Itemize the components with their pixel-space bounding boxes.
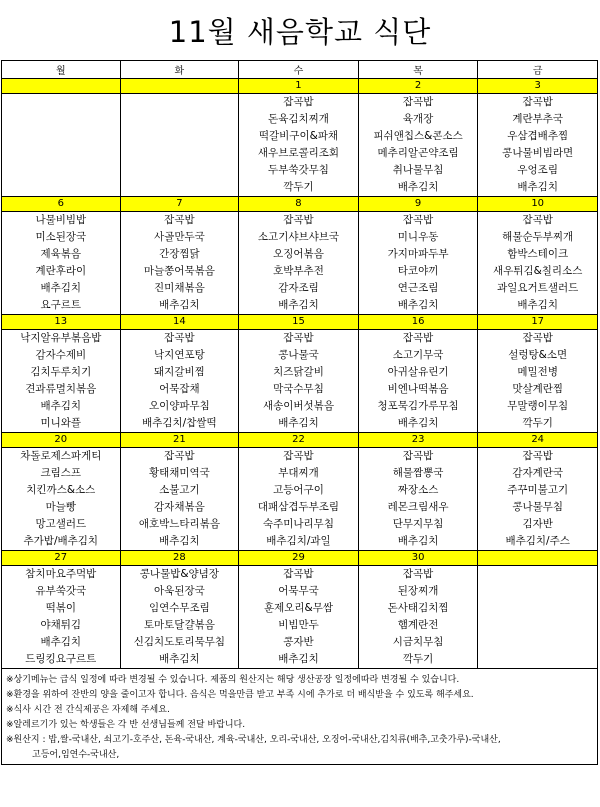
page-title: 11월 새음학교 식단 bbox=[168, 14, 432, 49]
menu-item: 잡곡밥 bbox=[283, 568, 314, 580]
date-cell: 29 bbox=[239, 551, 359, 566]
note-line: ※환경을 위하여 잔반의 양을 줄이고자 합니다. 음식은 먹을만큼 받고 부족 시에 추가로 더 배식받을 수 있도록 해주세요. bbox=[6, 690, 474, 700]
menu-cell bbox=[2, 94, 121, 197]
menu-cell bbox=[120, 94, 239, 197]
note-line: ※상기메뉴는 급식 일정에 따라 변경될 수 있습니다. 제품의 원산지는 해당 생산공장 일정에따라 변경될 수 있습니다. bbox=[6, 675, 460, 685]
menu-item: 배추김치/주스 bbox=[505, 535, 570, 547]
menu-row bbox=[2, 212, 598, 315]
menu-item: 진미채볶음 bbox=[154, 282, 205, 294]
menu-item: 배추김치 bbox=[278, 417, 319, 429]
menu-cell bbox=[478, 94, 598, 197]
menu-item: 깍두기 bbox=[283, 181, 314, 193]
menu-item: 메밀전병 bbox=[517, 366, 558, 378]
menu-cell bbox=[2, 566, 121, 669]
menu-row bbox=[2, 566, 598, 669]
menu-cell bbox=[239, 330, 359, 433]
menu-item: 드링킹요구르트 bbox=[25, 653, 97, 665]
menu-item: 감자수제비 bbox=[35, 349, 87, 361]
menu-item: 소불고기 bbox=[159, 484, 200, 496]
menu-item: 취나물무침 bbox=[392, 164, 444, 176]
menu-item: 새우브로콜리조회 bbox=[257, 147, 340, 159]
menu-item: 나물비빔밥 bbox=[35, 214, 87, 226]
weekday-header: 화 bbox=[120, 61, 239, 79]
menu-item: 배추김치 bbox=[397, 299, 439, 311]
menu-item: 간장찜닭 bbox=[159, 248, 200, 260]
menu-item: 배추김치 bbox=[159, 653, 200, 665]
menu-item: 잡곡밥 bbox=[402, 568, 434, 580]
date-row bbox=[2, 433, 598, 448]
menu-item: 미소된장국 bbox=[35, 231, 87, 243]
menu-cell bbox=[2, 330, 121, 433]
date-cell: 22 bbox=[239, 433, 359, 448]
menu-item: 추가밥/배추김치 bbox=[23, 535, 99, 547]
menu-item: 대패삼겹두부조림 bbox=[257, 501, 340, 513]
menu-item: 콩나물무침 bbox=[512, 501, 564, 513]
date-cell: 15 bbox=[239, 315, 359, 330]
menu-cell bbox=[120, 566, 239, 669]
menu-item: 감자채볶음 bbox=[154, 501, 205, 513]
menu-item: 제육볶음 bbox=[40, 248, 82, 260]
menu-item: 잡곡밥 bbox=[164, 450, 195, 462]
menu-cell bbox=[358, 94, 478, 197]
menu-item: 우엉조림 bbox=[517, 164, 558, 176]
date-cell: 27 bbox=[2, 551, 121, 566]
menu-item: 레몬크림새우 bbox=[387, 501, 449, 513]
weekday-header: 월 bbox=[2, 61, 121, 79]
menu-item: 돈육김치찌개 bbox=[268, 113, 329, 125]
menu-cell bbox=[478, 330, 598, 433]
note-line: ※원산지 : 밥,쌀-국내산, 쇠고기-호주산, 돈육-국내산, 계육-국내산, 오리-국내산, 오징어-국내산,김치류(배추,고춧가루)-국내산, bbox=[6, 735, 501, 745]
menu-item: 호박부추전 bbox=[273, 265, 324, 277]
menu-item: 햄계란전 bbox=[397, 619, 439, 631]
menu-item: 무말랭이무침 bbox=[507, 400, 569, 412]
menu-cell bbox=[358, 330, 478, 433]
menu-cell bbox=[239, 212, 359, 315]
menu-item: 돈사태김치찜 bbox=[387, 602, 449, 614]
menu-item: 잡곡밥 bbox=[283, 96, 314, 108]
menu-item: 잡곡밥 bbox=[164, 214, 195, 226]
menu-item: 아귀살유린기 bbox=[387, 366, 449, 378]
menu-cell bbox=[478, 448, 598, 551]
menu-item: 낙지알유부볶음밥 bbox=[20, 332, 102, 344]
date-cell: 3 bbox=[478, 79, 598, 94]
menu-item: 잡곡밥 bbox=[402, 450, 434, 462]
menu-item: 잡곡밥 bbox=[522, 450, 553, 462]
menu-item: 연근조림 bbox=[397, 282, 439, 294]
menu-item: 떡갈비구이&파채 bbox=[258, 130, 339, 142]
menu-item: 배추김치 bbox=[40, 400, 82, 412]
menu-item: 새송이버섯볶음 bbox=[262, 400, 334, 412]
menu-item: 김자반 bbox=[522, 518, 553, 530]
menu-item: 배추김치 bbox=[517, 181, 558, 193]
menu-item: 짜장소스 bbox=[397, 484, 439, 496]
menu-item: 잡곡밥 bbox=[402, 96, 434, 108]
menu-item: 배추김치/찹쌀떡 bbox=[142, 417, 217, 429]
menu-item: 과일요거트샐러드 bbox=[497, 282, 579, 294]
menu-item: 야채튀김 bbox=[40, 619, 82, 631]
menu-cell bbox=[358, 566, 478, 669]
weekday-header: 수 bbox=[239, 61, 359, 79]
menu-row bbox=[2, 94, 598, 197]
menu-item: 훈제오리&무쌈 bbox=[263, 602, 333, 614]
date-cell bbox=[478, 551, 598, 566]
menu-item: 비빔만두 bbox=[278, 619, 319, 631]
menu-item: 사골만두국 bbox=[154, 231, 205, 243]
menu-item: 배추김치 bbox=[278, 299, 319, 311]
menu-item: 비엔나떡볶음 bbox=[387, 383, 449, 395]
menu-item: 떡볶이 bbox=[45, 602, 77, 614]
menu-item: 미니우동 bbox=[397, 231, 439, 243]
weekday-header: 목 bbox=[358, 61, 478, 79]
menu-item: 타코야끼 bbox=[397, 265, 439, 277]
menu-item: 미니와플 bbox=[40, 417, 82, 429]
date-cell: 20 bbox=[2, 433, 121, 448]
date-cell: 10 bbox=[478, 197, 598, 212]
menu-item: 유부쑥갓국 bbox=[35, 585, 87, 597]
menu-item: 차돌로제스파게티 bbox=[20, 450, 102, 462]
menu-item: 두부쑥갓무침 bbox=[268, 164, 329, 176]
menu-item: 오징어볶음 bbox=[273, 248, 324, 260]
menu-item: 배추김치 bbox=[278, 653, 319, 665]
date-row bbox=[2, 197, 598, 212]
menu-item: 배추김치 bbox=[40, 636, 82, 648]
menu-item: 참치마요주먹밥 bbox=[25, 568, 97, 580]
date-cell bbox=[2, 79, 121, 94]
menu-item: 청포묵김가루무침 bbox=[377, 400, 459, 412]
menu-item: 잡곡밥 bbox=[522, 332, 553, 344]
weeks-body bbox=[2, 79, 598, 669]
menu-item: 피쉬앤칩스&콘소스 bbox=[373, 130, 463, 142]
date-cell: 23 bbox=[358, 433, 478, 448]
menu-item: 애호박느타리볶음 bbox=[138, 518, 220, 530]
menu-cell bbox=[239, 566, 359, 669]
menu-row bbox=[2, 448, 598, 551]
notes-section bbox=[1, 669, 598, 765]
menu-item: 배추김치 bbox=[397, 417, 439, 429]
menu-item: 잡곡밥 bbox=[283, 332, 314, 344]
date-cell bbox=[120, 79, 239, 94]
menu-item: 소고기무국 bbox=[392, 349, 444, 361]
menu-item: 잡곡밥 bbox=[522, 214, 553, 226]
weekday-header-row bbox=[2, 61, 598, 79]
menu-item: 배추김치 bbox=[397, 181, 439, 193]
menu-item: 소고기샤브샤브국 bbox=[257, 231, 340, 243]
menu-cell bbox=[2, 448, 121, 551]
date-row bbox=[2, 551, 598, 566]
menu-item: 배추김치 bbox=[40, 282, 82, 294]
menu-item: 해물순두부찌개 bbox=[502, 231, 574, 243]
date-cell: 16 bbox=[358, 315, 478, 330]
menu-item: 부대찌개 bbox=[278, 467, 319, 479]
menu-item: 설렁탕&소면 bbox=[508, 349, 568, 361]
menu-cell bbox=[120, 330, 239, 433]
menu-item: 새우튀김&칠리소스 bbox=[493, 265, 583, 277]
date-cell: 8 bbox=[239, 197, 359, 212]
menu-item: 감자조림 bbox=[278, 282, 319, 294]
menu-item: 돼지갈비찜 bbox=[154, 366, 205, 378]
menu-cell bbox=[478, 566, 598, 669]
date-row bbox=[2, 315, 598, 330]
date-cell: 13 bbox=[2, 315, 121, 330]
menu-item: 망고샐러드 bbox=[35, 518, 87, 530]
menu-item: 감자계란국 bbox=[512, 467, 564, 479]
date-cell: 24 bbox=[478, 433, 598, 448]
note-line: ※알레르기가 있는 학생들은 각 반 선생님들께 전달 바랍니다. bbox=[6, 720, 246, 730]
menu-item: 배추김치 bbox=[159, 299, 200, 311]
date-cell: 30 bbox=[358, 551, 478, 566]
menu-item: 계란부추국 bbox=[512, 113, 564, 125]
menu-item: 김치두루치기 bbox=[30, 366, 92, 378]
menu-item: 메추리알곤약조림 bbox=[377, 147, 459, 159]
menu-cell bbox=[120, 212, 239, 315]
menu-item: 숙주미나리무침 bbox=[262, 518, 334, 530]
date-cell: 1 bbox=[239, 79, 359, 94]
date-cell: 6 bbox=[2, 197, 121, 212]
menu-item: 시금치무침 bbox=[392, 636, 444, 648]
note-line: ※식사 시간 전 간식제공은 자제해 주세요. bbox=[6, 705, 170, 715]
menu-row bbox=[2, 330, 598, 433]
menu-item: 잡곡밥 bbox=[283, 214, 314, 226]
date-cell: 17 bbox=[478, 315, 598, 330]
menu-item: 마늘쫑어묵볶음 bbox=[143, 265, 215, 277]
menu-item: 콩나물국 bbox=[278, 349, 319, 361]
menu-item: 막국수무침 bbox=[273, 383, 324, 395]
menu-cell bbox=[478, 212, 598, 315]
menu-item: 어묵잡채 bbox=[159, 383, 200, 395]
menu-item: 주꾸미불고기 bbox=[507, 484, 569, 496]
menu-item: 치즈닭갈비 bbox=[273, 366, 324, 378]
menu-item: 어묵무국 bbox=[278, 585, 319, 597]
menu-item: 함박스테이크 bbox=[507, 248, 569, 260]
date-cell: 7 bbox=[120, 197, 239, 212]
menu-item: 토마토달걀볶음 bbox=[143, 619, 215, 631]
menu-item: 배추김치/과일 bbox=[266, 535, 331, 547]
menu-item: 치킨까스&소스 bbox=[26, 484, 96, 496]
menu-item: 낙지연포탕 bbox=[154, 349, 205, 361]
date-cell: 14 bbox=[120, 315, 239, 330]
note-line: 고등어,임연수-국내산, bbox=[32, 750, 120, 760]
menu-cell bbox=[358, 448, 478, 551]
date-cell: 2 bbox=[358, 79, 478, 94]
weekday-header: 금 bbox=[478, 61, 598, 79]
menu-item: 된장찌개 bbox=[397, 585, 439, 597]
menu-item: 잡곡밥 bbox=[283, 450, 314, 462]
menu-item: 깍두기 bbox=[522, 417, 553, 429]
menu-item: 깍두기 bbox=[402, 653, 434, 665]
date-cell: 28 bbox=[120, 551, 239, 566]
menu-item: 잡곡밥 bbox=[522, 96, 553, 108]
menu-item: 가지마파두부 bbox=[387, 248, 449, 260]
date-cell: 21 bbox=[120, 433, 239, 448]
menu-item: 임연수무조림 bbox=[148, 602, 210, 614]
menu-item: 배추김치 bbox=[397, 535, 439, 547]
menu-item: 맛살계란찜 bbox=[512, 383, 564, 395]
menu-item: 콩나물밥&양념장 bbox=[139, 568, 219, 580]
menu-item: 배추김치 bbox=[159, 535, 200, 547]
menu-cell bbox=[239, 94, 359, 197]
menu-item: 견과류멸치볶음 bbox=[25, 383, 97, 395]
menu-item: 아욱된장국 bbox=[154, 585, 205, 597]
menu-item: 우삼겹배추찜 bbox=[507, 130, 569, 142]
menu-item: 신김치도토리묵무침 bbox=[133, 636, 226, 648]
menu-item: 계란후라이 bbox=[35, 265, 87, 277]
menu-item: 잡곡밥 bbox=[402, 214, 434, 226]
menu-item: 배추김치 bbox=[517, 299, 558, 311]
menu-cell bbox=[2, 212, 121, 315]
menu-item: 오이양파무침 bbox=[148, 400, 210, 412]
menu-cell bbox=[239, 448, 359, 551]
menu-item: 크림스프 bbox=[40, 467, 82, 479]
menu-item: 육개장 bbox=[402, 113, 434, 125]
menu-cell bbox=[358, 212, 478, 315]
menu-item: 잡곡밥 bbox=[164, 332, 195, 344]
menu-table bbox=[1, 60, 598, 669]
menu-item: 해물짬뽕국 bbox=[392, 467, 444, 479]
menu-item: 잡곡밥 bbox=[402, 332, 434, 344]
date-row bbox=[2, 79, 598, 94]
date-cell: 9 bbox=[358, 197, 478, 212]
menu-item: 콩나물비빔라면 bbox=[502, 147, 574, 159]
menu-item: 단무지무침 bbox=[392, 518, 444, 530]
menu-item: 황태채미역국 bbox=[148, 467, 210, 479]
menu-cell bbox=[120, 448, 239, 551]
menu-item: 고등어구이 bbox=[273, 484, 324, 496]
menu-item: 콩자반 bbox=[283, 636, 314, 648]
menu-item: 요구르트 bbox=[40, 299, 82, 311]
menu-item: 마늘빵 bbox=[45, 501, 77, 513]
